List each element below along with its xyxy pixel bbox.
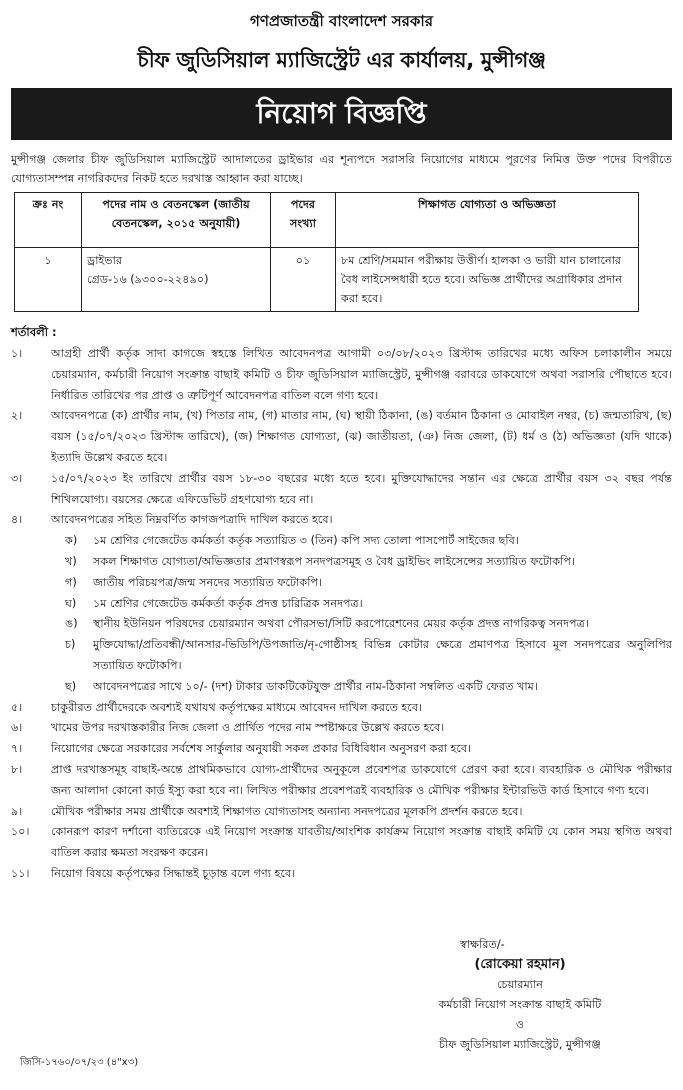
doc-letter: ঘ) xyxy=(65,596,77,610)
doc-letter: ঙ) xyxy=(65,617,78,631)
doc-letter: গ) xyxy=(65,575,77,589)
post-table xyxy=(14,192,639,312)
post-name: ড্রাইভার xyxy=(87,254,123,267)
doc-text: ১ম শ্রেণির গেজেটেড কর্মকর্তা কর্তৃক প্রদত্ত চারিত্রিক সনদপত্র। xyxy=(93,596,363,610)
term-text: কোনরূপ কারণ দর্শানো ব্যতিরেকে এই নিয়োগ সংক্রান্ত যাবতীয়/আংশিক কার্যক্রম নিয়োগ সংক্রান্ত বাছাই কমিটি যে কোন সময় স্থগিত অথবা বাতিল করার ক্ষমতা সংরক্ষণ করেন। xyxy=(51,825,672,860)
table-header-row xyxy=(15,193,639,248)
list-item xyxy=(11,344,672,406)
doc-text: স্থানীয় ইউনিয়ন পরিষদের চেয়ারম্যান অথবা পৌরসভা/সিটি করপোরেশনের মেয়র কর্তৃক প্রদত্ত নাগরিকত্ব সনদপত্র। xyxy=(93,617,589,631)
list-item xyxy=(51,552,672,573)
signatory-office: চীফ জুডিসিয়াল ম্যাজিস্ট্রেট, মুন্সীগঞ্জ xyxy=(439,1038,601,1051)
term-text: প্রাপ্ত দরখাস্তসমূহ বাছাই-অন্তে প্রাথমিকভাবে যোগ্য-প্রার্থীদের অনুকূলে প্রবেশপত্র ডাকযোগে প্রেরণ করা হবে। ব্যবহারিক ও মৌখিক পরীক্ষার জন্য আলাদা কোনো কার্ড ইস্যু করা হবে না। লিখিত পরীক্ষার প্রবেশপত্রই ব্যবহারিক ও মৌখিক পরীক্ষার ইন্টারভিউ কার্ড হিসাবে গণ্য হবে। xyxy=(51,762,672,797)
term-number: ১। xyxy=(11,347,23,360)
doc-text: মুক্তিযোদ্ধা/প্রতিবন্ধী/আনসার-ভিডিপি/উপজাতি/নৃ-গোষ্ঠীসহ বিভিন্ন কোটার ক্ষেত্রে প্রমাণপত্র হিসাবে মূল সনদপত্রের অনুলিপির সত্যায়িত ফটোকপি। xyxy=(93,638,672,672)
doc-letter: ক) xyxy=(65,534,78,548)
term-text: আবেদনপত্রের সহিত নিম্নবর্ণিত কাগজপত্রাদি দাখিল করতে হবে। xyxy=(51,513,333,527)
term-number: ৩। xyxy=(11,471,23,485)
term-number: ৯। xyxy=(11,804,23,818)
cell-count: ০১ xyxy=(271,248,336,312)
signature-block xyxy=(380,935,660,1055)
list-item xyxy=(11,822,672,864)
header-post: পদের নাম ও বেতনস্কেল (জাতীয় বেতনস্কেল, ২০১৫ অনুযায়ী) xyxy=(82,193,271,248)
list-item xyxy=(11,864,672,885)
doc-letter: ছ) xyxy=(65,679,77,693)
list-item xyxy=(11,469,672,511)
list-item xyxy=(51,531,672,552)
doc-text: ১ম শ্রেণির গেজেটেড কর্মকর্তা কর্তৃক সত্যায়িত ৩ (তিন) কপি সদ্য তোলা পাসপোর্ট সাইজের ছবি। xyxy=(93,534,519,548)
term-text: আগ্রহী প্রার্থী কর্তৃক সাদা কাগজে স্বহস্তে লিখিত আবেদনপত্র আগামী ০৩/০৮/২০২৩ খ্রিস্টাব্দ তারিখের মধ্যে অফিস চলাকালীন সময়ে চেয়ারম্যান, কর্মচারী নিয়োগ সংক্রান্ত বাছাই কমিটি ও চীফ জুডিসিয়াল ম্যাজিস্ট্রেট, মুন্সীগঞ্জ বরাবরে ডাকযোগে অথবা সরাসরি পৌছাতে হবে। নির্ধারিত তারিখের পর প্রাপ্ত ও ত্রুটিপূর্ণ আবেদনপত্র বাতিল বলে গণ্য হবে। xyxy=(51,347,672,402)
term-text: চাকুরীরত প্রার্থীদেরকে অবশ্যই যথাযথ কর্তৃপক্ষের মাধ্যমে আবেদন দাখিল করতে হবে। xyxy=(51,700,423,714)
list-item xyxy=(51,677,672,698)
list-item xyxy=(51,635,672,677)
office-name: চীফ জুডিসিয়াল ম্যাজিস্ট্রেট এর কার্যালয়, মুন্সীগঞ্জ xyxy=(137,48,546,72)
documents-list xyxy=(11,531,672,697)
header-qualification: শিক্ষাগত যোগ্যতা ও অভিজ্ঞতা xyxy=(336,193,639,248)
doc-text: জাতীয় পরিচয়পত্র/জন্ম সনদের সত্যায়িত ফটোকপি। xyxy=(93,575,322,589)
signatory-name: (রোকেয়া রহমান) xyxy=(474,957,566,972)
list-item xyxy=(51,594,672,615)
term-text: ১৫/০৭/২০২৩ ইং তারিখে প্রার্থীর বয়স ১৮-৩০ বছরের মধ্যে হতে হবে। মুক্তিযোদ্ধাদের সন্তান এর ক্ষেত্রে প্রার্থীর বয়স ৩২ বছর পর্যন্ত শিথিলযোগ্য। বয়সের ক্ষেত্রে এফিডেভিট গ্রহণযোগ্য হবে না। xyxy=(51,471,672,506)
terms-list xyxy=(11,344,672,885)
term-number: ৮। xyxy=(11,762,23,776)
doc-letter: খ) xyxy=(65,554,77,568)
signatory-title: চেয়ারম্যান xyxy=(497,978,543,991)
and-label: ও xyxy=(515,1018,525,1031)
terms-heading: শর্তাবলী : xyxy=(11,325,57,339)
list-item xyxy=(11,802,672,823)
doc-text: সকল শিক্ষাগত যোগ্যতা/অভিজ্ঞতার প্রমাণস্বরূপ সনদপত্রসমূহ ও বৈধ ড্রাইভিং লাইসেন্সের সত্যায়িত ফটোকপি। xyxy=(93,554,575,568)
term-number: ১০। xyxy=(11,825,30,839)
list-item xyxy=(11,510,672,531)
header-count: পদের সংখ্যা xyxy=(271,193,336,248)
term-text: নিয়োগের ক্ষেত্রে সরকারের সর্বশেষ সার্কুলার অনুযায়ী সকল প্রকার বিধিবিধান অনুসরণ করা হবে। xyxy=(51,742,472,756)
cell-serial: ১ xyxy=(15,248,82,312)
term-number: ৫। xyxy=(11,700,23,714)
memo-number: জিসি-১৭৬০/০৭/২৩ (৪"x৩) xyxy=(20,1057,139,1068)
list-item xyxy=(11,406,672,468)
notice-banner: নিয়োগ বিজ্ঞপ্তি xyxy=(11,88,672,140)
list-item xyxy=(51,614,672,635)
term-number: ২। xyxy=(11,409,23,423)
term-text: মৌখিক পরীক্ষার সময় প্রার্থীকে অবশ্যই শিক্ষাগত যোগ্যতাসহ অন্যান্য সনদপত্রের মূলকপি প্রদর্শন করতে হবে। xyxy=(51,804,523,818)
header-serial: ক্রঃ নং xyxy=(15,193,82,248)
intro-paragraph: মুন্সীগঞ্জ জেলার চীফ জুডিসিয়াল ম্যাজিস্ট্রেট আদালতের ড্রাইভার এর শূন্যপদে সরাসরি নিয়োগের মাধ্যমে পূরণের নিমিত্ত উক্ত পদের বিপরীতে যোগ্যতাসম্পন্ন নাগরিকদের নিকট হতে দরখাস্ত আহ্বান করা যাচ্ছে। xyxy=(11,153,672,185)
post-grade: গ্রেড-১৬ (৯৩০০-২২৪৯০) xyxy=(87,273,209,286)
signed-label: স্বাক্ষরিত/- xyxy=(460,938,505,951)
government-name: গণপ্রজাতন্ত্রী বাংলাদেশ সরকার xyxy=(250,12,433,30)
term-text: খামের উপর দরখাস্তকারীর নিজ জেলা ও প্রার্থিত পদের নাম স্পষ্টাক্ষরে উল্লেখ করতে হবে। xyxy=(51,721,445,735)
term-number: ৭। xyxy=(11,742,23,756)
list-item xyxy=(11,739,672,760)
cell-qualification: ৮ম শ্রেণি/সমমান পরীক্ষায় উত্তীর্ণ। হালকা ও ভারী যান চালানোর বৈধ লাইসেন্সধারী হতে হবে। অভিজ্ঞ প্রার্থীদের অগ্রাধিকার প্রদান করা হবে। xyxy=(336,248,639,312)
term-number: ১১। xyxy=(11,866,30,880)
cell-post xyxy=(82,248,271,312)
list-item xyxy=(11,718,672,739)
term-number: ৪। xyxy=(11,513,23,527)
term-number: ৬। xyxy=(11,721,23,735)
table-row xyxy=(15,248,639,312)
term-text: নিয়োগ বিষয়ে কর্তৃপক্ষের সিদ্ধান্তই চূড়ান্ত বলে গণ্য হবে। xyxy=(51,866,296,880)
list-item xyxy=(11,698,672,719)
list-item xyxy=(11,760,672,802)
doc-text: আবেদনপত্রের সাথে ১০/- (দশ) টাকার ডাকটিকেটযুক্ত প্রার্থীর নাম-ঠিকানা সম্বলিত একটি ফেরত খাম। xyxy=(93,679,538,693)
list-item xyxy=(51,573,672,594)
term-text: আবেদনপত্রে (ক) প্রার্থীর নাম, (খ) পিতার নাম, (গ) মাতার নাম, (ঘ) স্থায়ী ঠিকানা, (ঙ) বর্তমান ঠিকানা ও মোবাইল নম্বর, (চ) জন্মতারিখ, (ছ) বয়স (১৫/০৭/২০২৩ খ্রিস্টাব্দ তারিখে), (জ) শিক্ষাগত যোগ্যতা, (ঝ) জাতীয়তা, (ঞ) নিজ জেলা, (ট) ধর্ম ও (ঠ) অভিজ্ঞতা (যদি থাকে) ইত্যাদি উল্লেখ করতে হবে। xyxy=(51,409,672,464)
doc-letter: চ) xyxy=(65,638,76,652)
committee-name: কর্মচারী নিয়োগ সংক্রান্ত বাছাই কমিটি xyxy=(438,998,602,1011)
